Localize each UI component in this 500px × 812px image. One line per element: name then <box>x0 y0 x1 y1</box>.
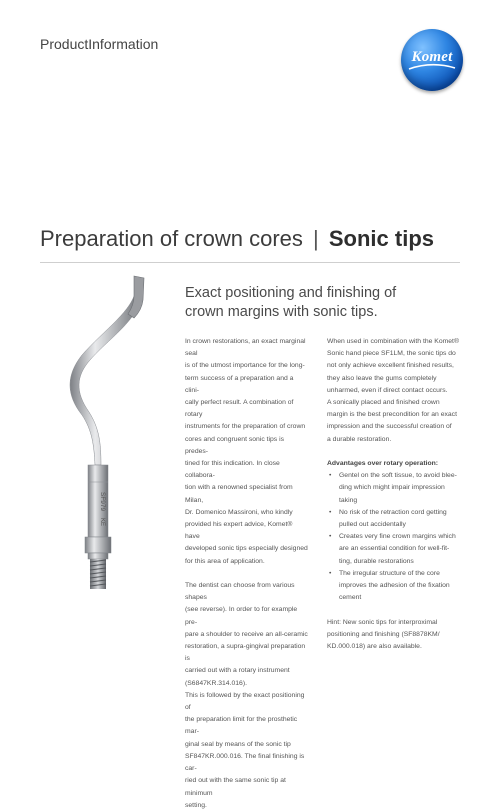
text-line: positioning and finishing (SF8878KM/ <box>327 630 440 638</box>
text-line: The dentist can choose from various shapes <box>185 582 295 602</box>
text-column-left <box>185 336 308 812</box>
engraving-top: SF979 <box>99 492 106 512</box>
paragraph-gap <box>185 568 308 580</box>
engraving-bottom: KE <box>99 518 105 527</box>
text-line: ginal seal by means of the sonic tip <box>185 740 291 748</box>
komet-logo <box>401 29 463 91</box>
text-line: ding which might impair impression <box>339 484 445 492</box>
subtitle-line: crown margins with sonic tips. <box>185 304 378 320</box>
text-line: (see reverse). In order to for example pre- <box>185 606 298 626</box>
text-line: KD.000.018) are also available. <box>327 643 422 651</box>
text-line: SF847KR.000.016. The final finishing is car- <box>185 752 305 773</box>
text-line: pulled out accidentally <box>339 521 406 529</box>
text-line: A sonically placed and finished crown <box>327 399 440 407</box>
text-line: Dr. Domenico Massironi, who kindly <box>185 508 293 516</box>
text-line: tion with a renowned specialist from Milan, <box>185 484 293 504</box>
text-line: margin is the best precondition for an exact <box>327 411 457 419</box>
text-line: • No risk of the retraction cord getting <box>339 508 447 516</box>
text-line: taking <box>339 496 358 504</box>
text-line: is of the utmost importance for the long- <box>185 362 305 370</box>
list-item <box>327 507 462 531</box>
header-label: ProductInformation <box>40 36 159 52</box>
text-line: instruments for the preparation of crown <box>185 423 306 431</box>
text-column-right <box>327 336 462 653</box>
text-line: (S6847KR.314.016). <box>185 679 247 687</box>
text-line: for this area of application. <box>185 557 265 565</box>
text-line: setting. <box>185 801 207 809</box>
page-title <box>40 226 434 252</box>
text-line: • Creates very fine crown margins which <box>339 533 456 541</box>
sonic-tip-instrument-image <box>44 270 184 615</box>
text-line: term success of a preparation and a clini- <box>185 374 294 394</box>
text-line: ried out with the same sonic tip at minimum <box>185 777 286 797</box>
text-line: cores and congruent sonic tips is predes- <box>185 435 284 455</box>
text-line: developed sonic tips especially designed <box>185 545 308 553</box>
text-line: improves the adhesion of the fixation <box>339 582 450 590</box>
advantages-list <box>327 470 462 604</box>
list-item <box>327 470 462 507</box>
text-line: • The irregular structure of the core <box>339 569 440 577</box>
title-emphasis: Sonic tips <box>328 226 434 251</box>
text-line: the preparation limit for the prosthetic mar- <box>185 716 298 736</box>
subtitle <box>185 284 455 322</box>
text-line: restoration, a supra-gingival preparation is <box>185 643 306 663</box>
diamond-tip <box>128 276 144 318</box>
subtitle-line: Exact positioning and finishing of <box>185 285 397 301</box>
text-line: • Gentel on the soft tissue, to avoid blee- <box>339 472 457 480</box>
text-line: a durable restoration. <box>327 435 392 443</box>
text-line: are an essential condition for well-fit- <box>339 545 450 553</box>
text-line: they also leave the gums completely <box>327 374 437 382</box>
title-separator: | <box>313 226 319 251</box>
title-divider <box>40 262 460 263</box>
text-line: pare a shoulder to receive an all-ceramic <box>185 630 308 638</box>
text-line: not only achieve excellent finished results, <box>327 362 454 370</box>
text-line: provided his expert advice, Komet® have <box>185 521 293 541</box>
paragraph-gap <box>327 446 462 458</box>
advantages-heading: Advantages over rotary operation: <box>327 460 439 468</box>
text-line: Sonic hand piece SF1LM, the sonic tips do <box>327 350 456 358</box>
text-line: In crown restorations, an exact marginal seal <box>185 338 306 358</box>
paragraph-gap <box>327 604 462 616</box>
text-line: impression and the successful creation of <box>327 423 452 431</box>
title-main: Preparation of crown cores <box>40 226 303 251</box>
text-line: unharmed, even if direct contact occurs. <box>327 386 448 394</box>
logo-text: Komet <box>411 49 453 65</box>
text-line: tined for this indication. In close collabora- <box>185 460 280 480</box>
text-line: When used in combination with the Komet® <box>327 338 459 345</box>
text-line: ting, durable restorations <box>339 557 414 565</box>
list-item <box>327 568 462 605</box>
text-line: This is followed by the exact positioning of <box>185 691 305 712</box>
text-line: cement <box>339 594 362 602</box>
logo-swoosh-icon <box>407 63 457 73</box>
list-item <box>327 531 462 568</box>
text-line: cally perfect result. A combination of rotary <box>185 399 294 419</box>
text-line: Hint: New sonic tips for interproximal <box>327 618 438 626</box>
text-line: carried out with a rotary instrument <box>185 667 290 675</box>
